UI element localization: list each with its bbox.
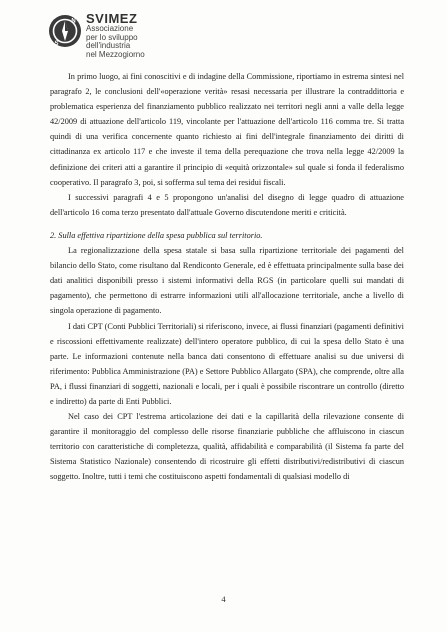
svimez-logo-icon — [48, 14, 82, 48]
org-line-4: nel Mezzogiorno — [86, 49, 145, 59]
logo-letter-bottom: S — [54, 41, 59, 47]
paragraph-followup: I successivi paragrafi 4 e 5 propongono un'analisi del disegno di legge quadro di attuazione dell'articolo 16 coma terzo presentato dall'attuale Governo discutendone meriti e criticità. — [50, 192, 404, 217]
org-line-3: dell'industria — [86, 41, 131, 50]
section-title: 2. Sulla effettiva ripartizione della spesa pubblica sul territorio. — [50, 230, 263, 240]
paragraph-cpt-monitoring: Nel caso dei CPT l'estrema articolazione dei dati e la capillarità della rilevazione consente di garantire il monitoraggio del complesso delle risorse finanziarie pubbliche che affluiscono in ciascun territorio con caratteristiche di completezza, qualità, affidabilità e comparabilità (il Sistema fa parte del Sistema Statistico Nazionale) consentendo di ricostruire gli effetti distributivi/redistributivi di ciascun soggetto. Inoltre, tutti i temi che costituiscono aspetti fondamentali di qualsiasi modello di — [50, 412, 404, 482]
logo-letter-top: N — [71, 18, 76, 25]
org-line-1: Associazione — [86, 24, 134, 33]
paragraph-intro: In primo luogo, ai fini conoscitivi e di indagine della Commissione, riportiamo in estrema sintesi nel paragrafo 2, le conclusioni dell'«operazione verità» resasi necessaria per illustrare la contraddittoria e problematica esperienza del finanziamento pubblico realizzato nei territori negli anni a valle della legge 42/2009 di attuazione dell'articolo 119, vincolante per l'attuazione dell'articolo 116 comma tre. Si tratta quindi di una verifica concernente quanto richiesto ai fini dell'integrale finanziamento dei diritti di cittadinanza ex articolo 117 e che investe il tema della perequazione che trova nella legge 42/2009 la definizione dei criteri atti a garantire il principio di «equità orizzontale» sul quale si fonda il federalismo cooperativo. Il paragrafo 3, poi, si sofferma sul tema dei residui fiscali. — [50, 72, 404, 187]
body-text — [50, 69, 404, 485]
org-name: SVIMEZ — [86, 11, 138, 26]
org-branding — [86, 12, 145, 59]
paragraph-cpt-data: I dati CPT (Conti Pubblici Territoriali) si riferiscono, invece, ai flussi finanziari (pagamenti definitivi e riscossioni effettivamente realizzate) dell'intero operatore pubblico, di cui la spesa dello Stato è una parte. Le informazioni contenute nella banca dati consentono di effettuare analisi su due universi di riferimento: Pubblica Amministrazione (PA) e Settore Pubblico Allargato (SPA), che comprende, oltre alla PA, i flussi finanziari di soggetti, nazionali e locali, per i quali è possibile riscontrare un controllo (diretto e indiretto) da parte di Enti Pubblici. — [50, 321, 404, 406]
org-line-2: per lo sviluppo — [86, 32, 138, 42]
page-number: 4 — [221, 594, 226, 604]
paragraph-regionalization: La regionalizzazione della spesa statale si basa sulla ripartizione territoriale dei pagamenti del bilancio dello Stato, come risultano dal Rendiconto Generale, ed è effettuata principalmente sulla base dei dati analitici disponibili presso i sistemi informativi della RGS (in particolare quelli sui mandati di pagamento), che permettono di estrarre informazioni utili all'allocazione territoriale, anche a livello di singola operazione di pagamento. — [50, 246, 404, 316]
